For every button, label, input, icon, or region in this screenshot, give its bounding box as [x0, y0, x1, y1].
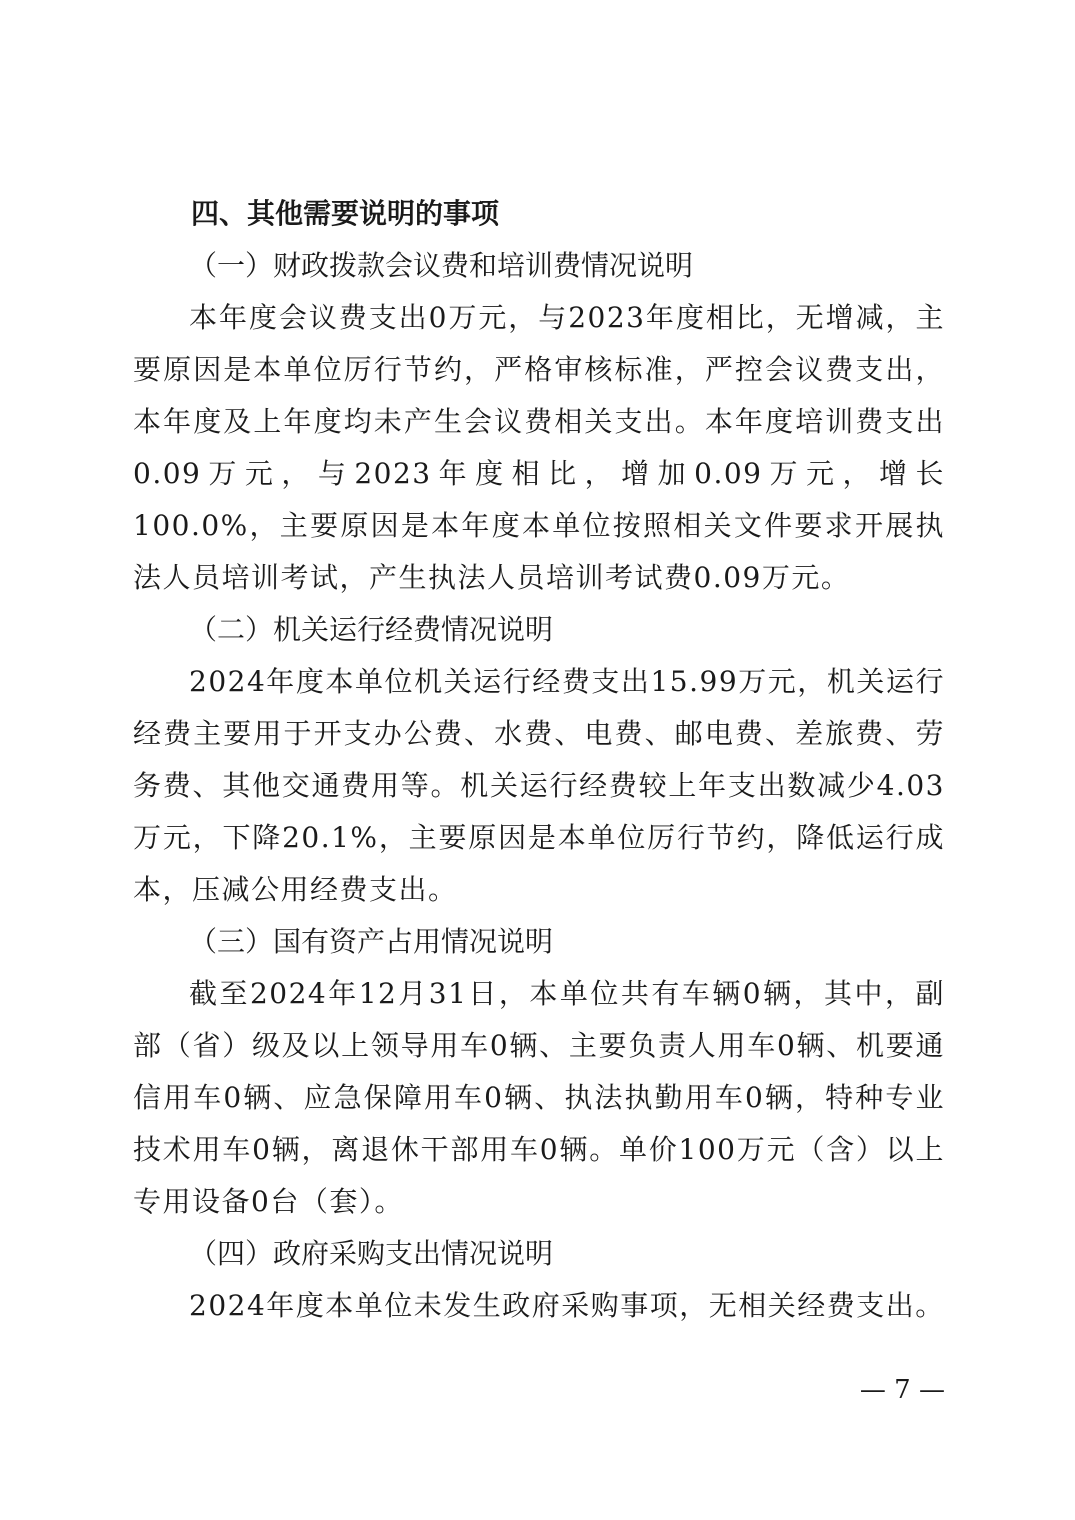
subsection-heading-procurement: （四）政府采购支出情况说明	[189, 1237, 554, 1270]
page-number: — 7 —	[859, 1375, 945, 1405]
paragraph-operating-expenses: 2024年度本单位机关运行经费支出15.99万元，机关运行经费主要用于开支办公费、水费、电费、邮电费、差旅费、劳务费、其他交通费用等。机关运行经费较上年支出数减少4.03万元，下降20.1%，主要原因是本单位厉行节约，降低运行成本，压减公用经费支出。	[133, 665, 945, 906]
paragraph-state-assets: 截至2024年12月31日，本单位共有车辆0辆，其中，副部（省）级及以上领导用车0辆、主要负责人用车0辆、机要通信用车0辆、应急保障用车0辆、执法执勤用车0辆，特种专业技术用车0辆，离退休干部用车0辆。单价100万元（含）以上专用设备0台（套）。	[133, 977, 945, 1218]
page-content	[133, 188, 945, 1332]
subsection-heading-meeting-training: （一）财政拨款会议费和培训费情况说明	[189, 249, 694, 282]
section-heading: 四、其他需要说明的事项	[191, 197, 500, 230]
subsection-heading-operating-expenses: （二）机关运行经费情况说明	[189, 613, 554, 646]
paragraph-procurement: 2024年度本单位未发生政府采购事项，无相关经费支出。	[189, 1289, 945, 1322]
paragraph-meeting-training: 本年度会议费支出0万元，与2023年度相比，无增减，主要原因是本单位厉行节约，严格审核标准，严控会议费支出，本年度及上年度均未产生会议费相关支出。本年度培训费支出0.09万元，与2023年度相比，增加0.09万元，增长100.0%，主要原因是本年度本单位按照相关文件要求开展执法人员培训考试，产生执法人员培训考试费0.09万元。	[133, 301, 945, 594]
subsection-heading-state-assets: （三）国有资产占用情况说明	[189, 925, 554, 958]
